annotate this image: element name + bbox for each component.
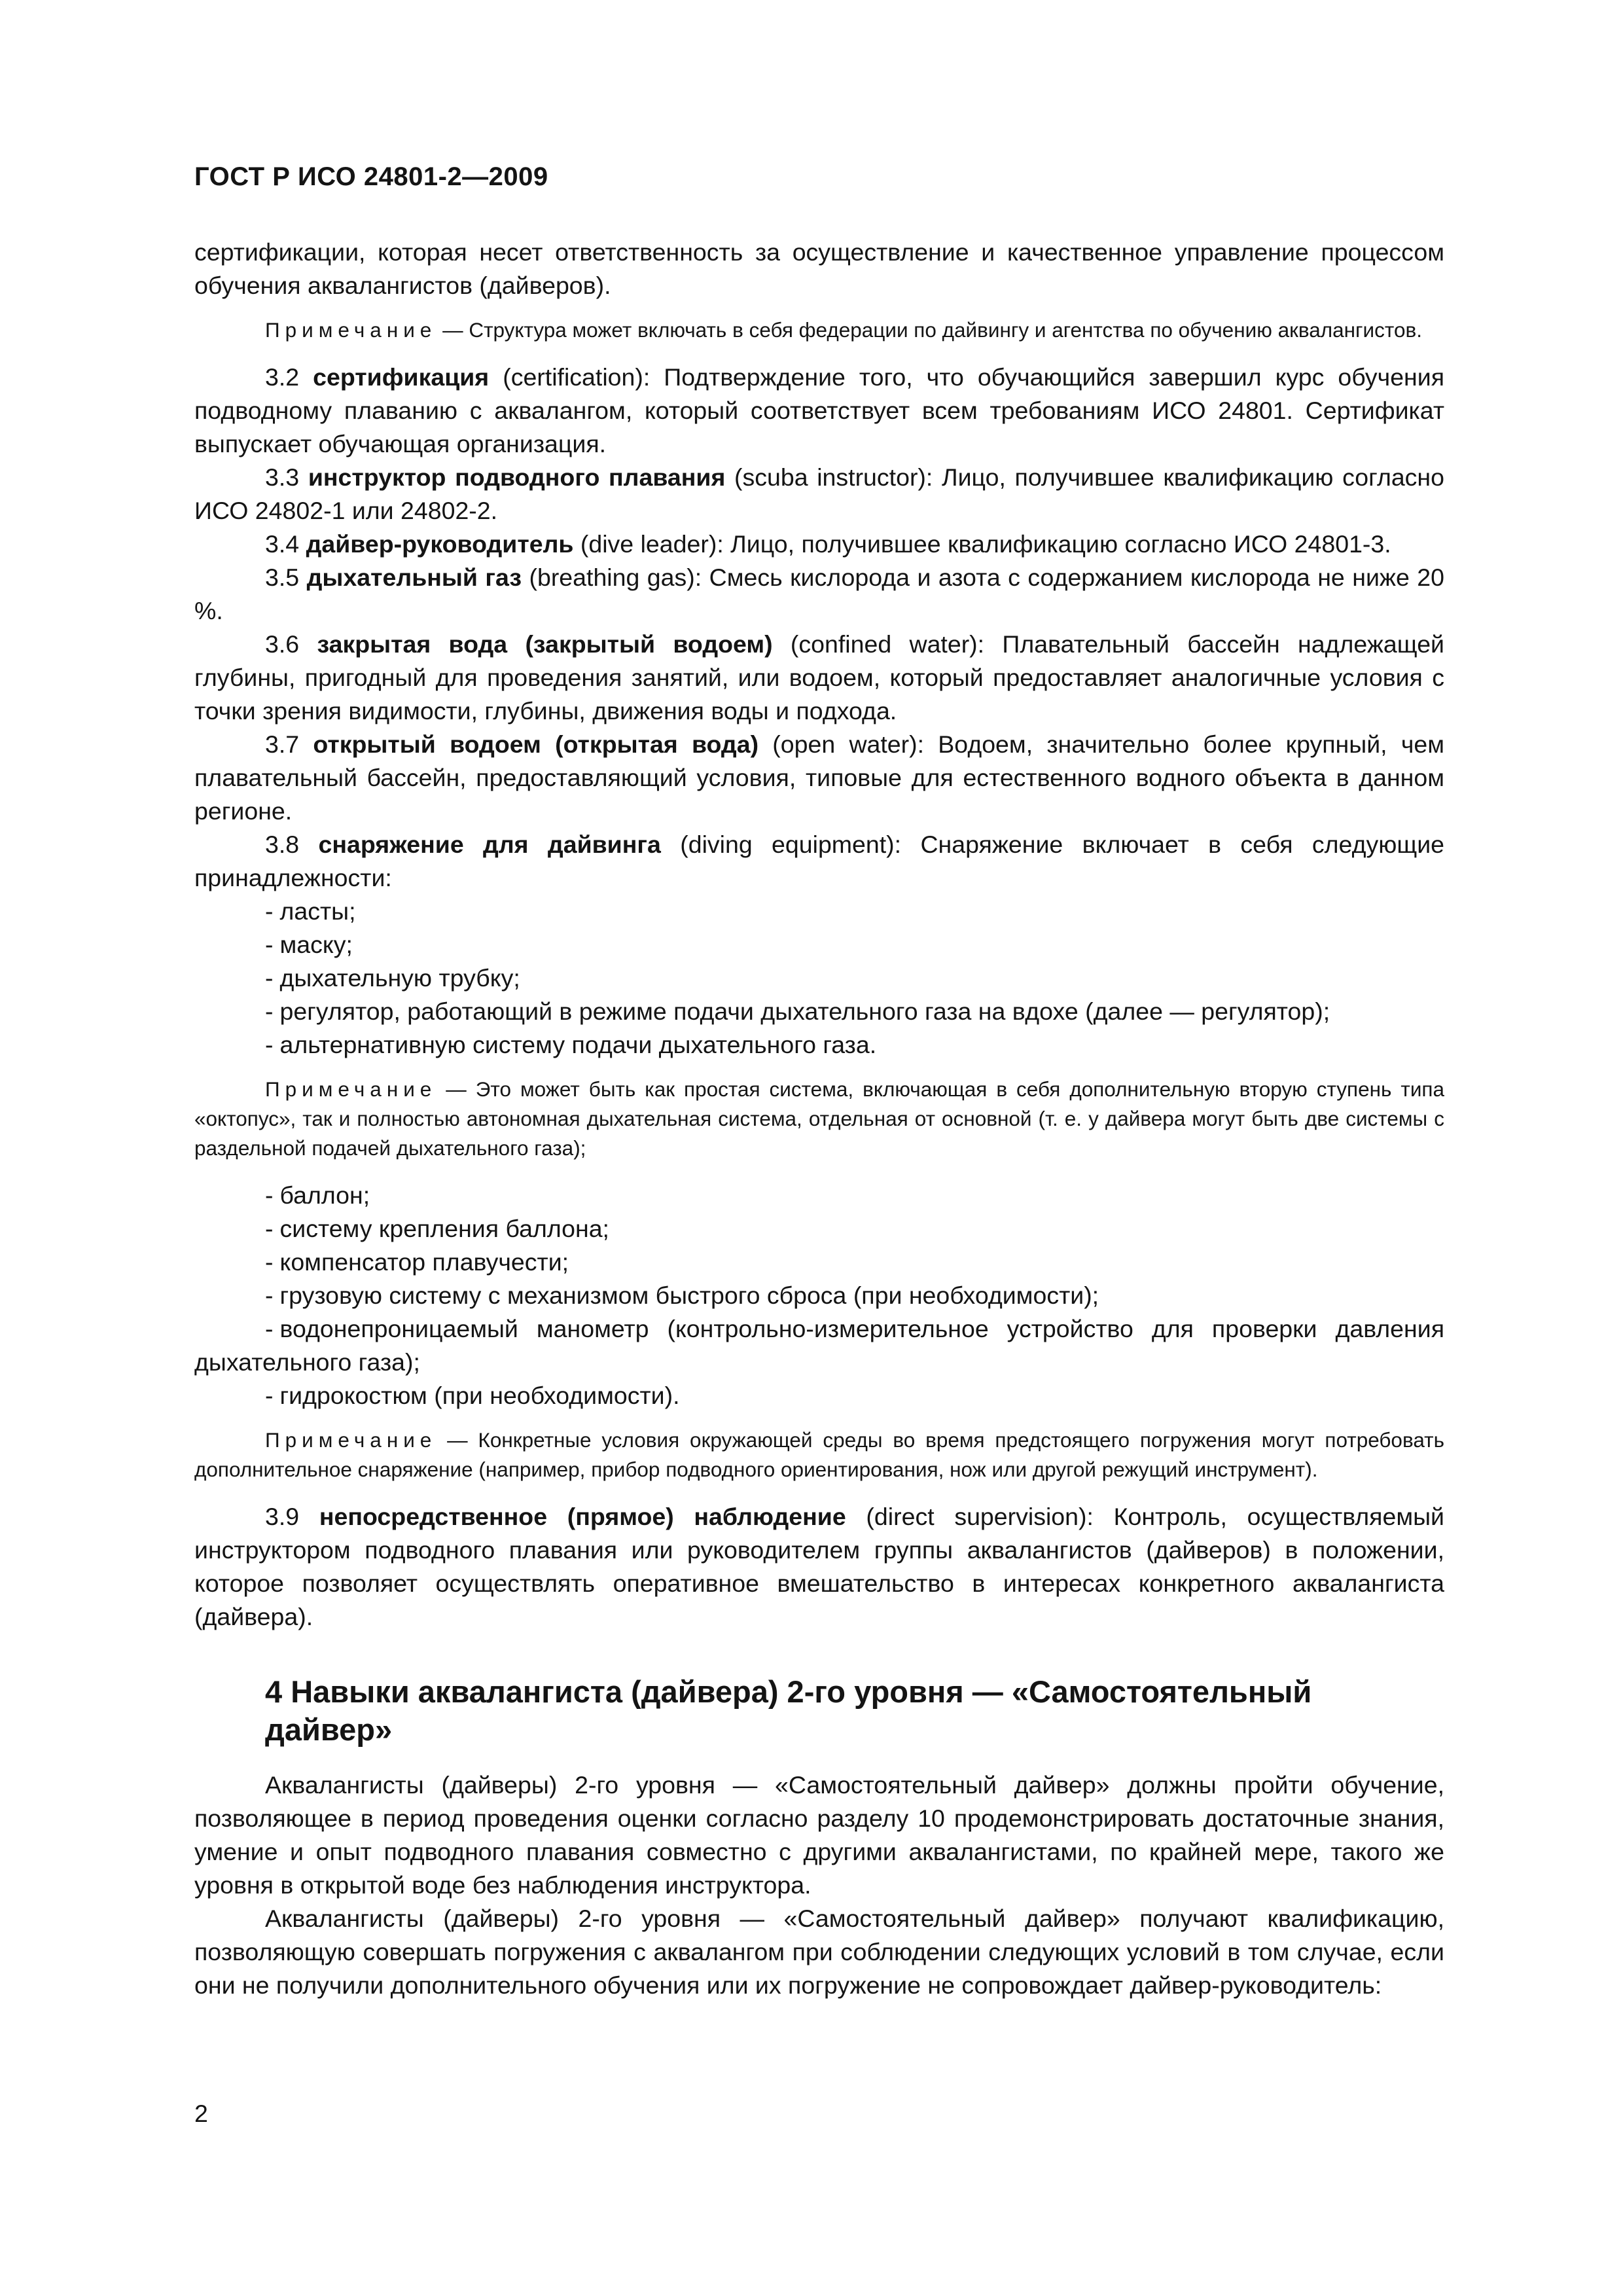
list-item: - систему крепления баллона;	[265, 1215, 609, 1242]
note-label: Примечание	[265, 1428, 437, 1452]
list-item: - регулятор, работающий в режиме подачи дыхательного газа на вдохе (далее — регулятор);	[265, 997, 1330, 1025]
page-number: 2	[194, 2100, 208, 2127]
list-item: - ласты;	[265, 897, 356, 925]
term-title: закрытая вода (закрытый водоем)	[317, 630, 773, 658]
term-definition: (scuba instructor): Лицо, получившее квалификацию согласно ИСО 24802-1 или 24802-2.	[194, 463, 1444, 524]
term-3-5: 3.5 дыхательный газ (breathing gas): Смесь кислорода и азота с содержанием кислорода не ниже 20 %.	[194, 564, 1445, 624]
note-text: — Это может быть как простая система, включающая в себя дополнительную вторую ступень типа «октопус», так и полностью автономная дыхательная система, отдельная от основной (т. е. у дайвера могут быть две системы с раздельной подачей дыхательного газа);	[194, 1077, 1444, 1160]
term-3-2: 3.2 сертификация (certification): Подтверждение того, что обучающийся завершил курс обучения подводному плаванию с аквалангом, который соответствует всем требованиям ИСО 24801. Сертификат выпускает обучающая организация.	[194, 363, 1445, 457]
note-text: — Конкретные условия окружающей среды во время предстоящего погружения могут потребовать дополнительное снаряжение (например, прибор подводного ориентирования, нож или другой режущий инструмент).	[194, 1428, 1444, 1481]
note-1	[194, 315, 1444, 345]
term-definition: (breathing gas): Смесь кислорода и азота с содержанием кислорода не ниже 20 %.	[194, 564, 1445, 624]
term-3-8: 3.8 снаряжение для дайвинга (diving equipment): Снаряжение включает в себя следующие принадлежности:	[194, 831, 1444, 891]
list-item: - компенсатор плавучести;	[265, 1248, 569, 1276]
list-item: - баллон;	[265, 1181, 370, 1209]
list-item: - маску;	[265, 931, 353, 958]
note-2	[194, 1075, 1444, 1163]
list-item: - грузовую систему с механизмом быстрого сброса (при необходимости);	[265, 1282, 1099, 1309]
term-definition: (confined water): Плавательный бассейн надлежащей глубины, пригодный для проведения занятий, или водоем, который предоставляет аналогичные условия с точки зрения видимости, глубины, движения воды и подхода.	[194, 630, 1444, 725]
term-title: дыхательный газ	[306, 564, 522, 591]
term-3-4: 3.4 дайвер-руководитель (dive leader): Лицо, получившее квалификацию согласно ИСО 24801-3.	[265, 530, 1391, 558]
term-definition: (certification): Подтверждение того, что обучающийся завершил курс обучения подводному плаванию с аквалангом, который соответствует всем требованиям ИСО 24801. Сертификат выпускает обучающая организация.	[194, 363, 1445, 457]
equipment-list-1	[194, 895, 1444, 1062]
term-3-3: 3.3 инструктор подводного плавания (scuba instructor): Лицо, получившее квалификацию согласно ИСО 24802-1 или 24802-2.	[194, 463, 1444, 524]
note-text: — Структура может включать в себя федерации по дайвингу и агентства по обучению аквалангистов.	[437, 318, 1422, 342]
list-item: - водонепроницаемый манометр (контрольно-измерительное устройство для проверки давления дыхательного газа);	[194, 1315, 1444, 1376]
section-4-title: 4 Навыки аквалангиста (дайвера) 2-го уровня — «Самостоятельный дайвер»	[265, 1674, 1312, 1747]
list-item: - гидрокостюм (при необходимости).	[265, 1382, 680, 1409]
document-header: ГОСТ Р ИСО 24801-2—2009	[194, 162, 548, 191]
term-3-9: 3.9 непосредственное (прямое) наблюдение (direct supervision): Контроль, осуществляемый инструктором подводного плавания или руководителем группы аквалангистов (дайверов) в положении, которое позволяет осуществлять оперативное вмешательство в интересах конкретного аквалангиста (дайвера).	[194, 1503, 1444, 1630]
term-definition: (dive leader): Лицо, получившее квалификацию согласно ИСО 24801-3.	[573, 530, 1391, 558]
term-title: инструктор подводного плавания	[308, 463, 726, 491]
note-label: Примечание	[265, 318, 437, 342]
note-label: Примечание	[265, 1077, 437, 1101]
term-definition: (diving equipment): Снаряжение включает в себя следующие принадлежности:	[194, 831, 1444, 891]
term-definition: (open water): Водоем, значительно более крупный, чем плавательный бассейн, предоставляющий условия, типовые для естественного водного объекта в данном регионе.	[194, 730, 1444, 825]
equipment-list-2	[194, 1179, 1444, 1412]
list-item: - дыхательную трубку;	[265, 964, 520, 992]
term-3-7: 3.7 открытый водоем (открытая вода) (open water): Водоем, значительно более крупный, чем плавательный бассейн, предоставляющий условия, типовые для естественного водного объекта в данном регионе.	[194, 730, 1444, 825]
term-definition: (direct supervision): Контроль, осуществляемый инструктором подводного плавания или руководителем группы аквалангистов (дайверов) в положении, которое позволяет осуществлять оперативное вмешательство в интересах конкретного аквалангиста (дайвера).	[194, 1503, 1444, 1630]
list-item: - альтернативную систему подачи дыхательного газа.	[265, 1031, 877, 1058]
page-content	[194, 236, 1444, 2002]
section-4-paragraph-1: Аквалангисты (дайверы) 2-го уровня — «Самостоятельный дайвер» должны пройти обучение, позволяющее в период проведения оценки согласно разделу 10 продемонстрировать достаточные знания, умение и опыт подводного плавания совместно с другими аквалангистами, по крайней мере, такого же уровня в открытой воде без наблюдения инструктора.	[194, 1771, 1444, 1899]
term-title: дайвер-руководитель	[306, 530, 574, 558]
term-title: открытый водоем (открытая вода)	[313, 730, 759, 758]
section-4-paragraph-2: Аквалангисты (дайверы) 2-го уровня — «Самостоятельный дайвер» получают квалификацию, позволяющую совершать погружения с аквалангом при соблюдении следующих условий в том случае, если они не получили дополнительного обучения или их погружение не сопровождает дайвер-руководитель:	[194, 1905, 1444, 1999]
term-title: сертификация	[313, 363, 490, 391]
note-3	[194, 1426, 1444, 1484]
intro-paragraph: сертификации, которая несет ответственность за осуществление и качественное управление процессом обучения аквалангистов (дайверов).	[194, 238, 1444, 299]
term-title: снаряжение для дайвинга	[318, 831, 661, 858]
term-title: непосредственное (прямое) наблюдение	[319, 1503, 846, 1530]
term-3-6: 3.6 закрытая вода (закрытый водоем) (confined water): Плавательный бассейн надлежащей глубины, пригодный для проведения занятий, или водоем, который предоставляет аналогичные условия с точки зрения видимости, глубины, движения воды и подхода.	[194, 630, 1444, 725]
